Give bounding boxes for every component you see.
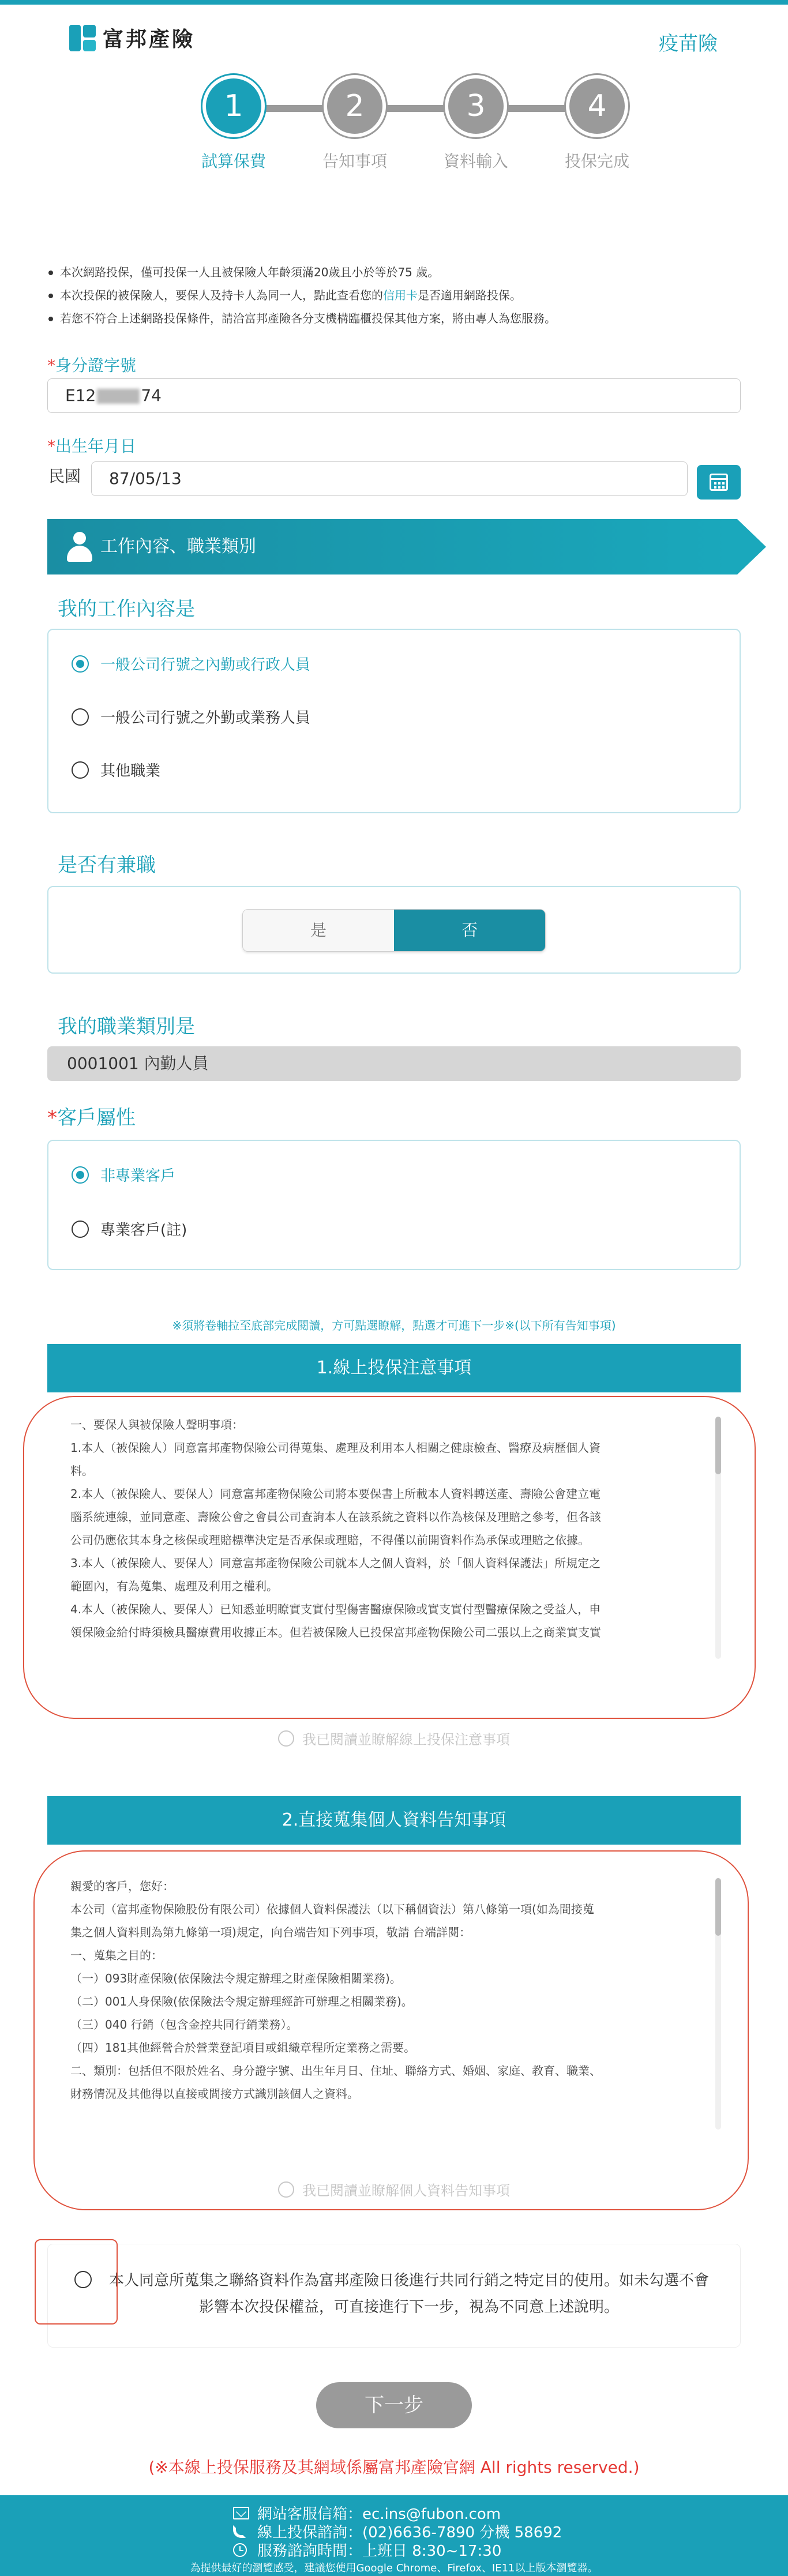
birth-date-label: *出生年月日 [47, 437, 137, 456]
customer-option-nonprofessional[interactable]: 非專業客戶 [72, 1164, 175, 1185]
masked-value [97, 389, 140, 404]
progress-steps [173, 75, 635, 173]
customer-type-label: *客戶屬性 [47, 1106, 136, 1129]
radio-selected-icon [72, 655, 89, 673]
doc1-scroll-thumb[interactable] [715, 1417, 721, 1474]
job-option-other[interactable]: 其他職業 [72, 759, 160, 780]
doc2-scroll-area[interactable] [47, 1857, 741, 2143]
doc-line: 料。 [70, 1464, 93, 1478]
doc2-scrollbar[interactable] [715, 1878, 721, 2130]
product-name-link[interactable]: 疫苗險 [659, 32, 718, 55]
job-content-question: 我的工作內容是 [58, 598, 195, 621]
step-1 [173, 75, 294, 172]
doc-line: 本公司（富邦產物保險股份有限公司）依據個人資料保護法（以下稱個資法）第八條第一項(如為間接蒐 [70, 1902, 594, 1916]
parttime-question: 是否有兼職 [58, 854, 156, 877]
doc-line: 領保險金給付時須檢具醫療費用收據正本。但若被保險人已投保富邦產物保險公司二張以上之商業實支實 [70, 1625, 601, 1639]
doc-line: 集之個人資料則為第九條第一項)規定，向台端告知下列事項，敬請 台端詳閱： [70, 1925, 471, 1939]
step-1-number: 1 [202, 75, 265, 137]
rights-notice: (※本線上投保服務及其網域係屬富邦產險官網 All rights reserved.) [148, 2458, 640, 2477]
consent-radio[interactable] [74, 2271, 92, 2288]
doc2-confirm[interactable]: 我已閱讀並瞭解個人資料告知事項 [0, 2179, 788, 2199]
radio-selected-icon [72, 1166, 89, 1184]
doc2-scroll-thumb[interactable] [715, 1878, 721, 1936]
radio-icon [278, 2181, 294, 2198]
radio-icon [278, 1730, 294, 1747]
step-3 [415, 75, 536, 172]
id-number-input[interactable]: E12 74 [47, 378, 741, 413]
next-step-button[interactable]: 下一步 [316, 2382, 472, 2428]
doc-line: 親愛的客戶，您好： [70, 1879, 174, 1893]
doc-line: 2.本人（被保險人、要保人）同意富邦產物保險公司將本要保書上所載本人資料轉送產、壽險公會建立電 [70, 1487, 601, 1501]
credit-card-link[interactable]: 信用卡 [383, 288, 418, 302]
job-option-indoor[interactable]: 一般公司行號之內勤或行政人員 [72, 653, 310, 674]
notice-list [46, 261, 750, 330]
step-2-number: 2 [324, 75, 386, 137]
doc1-header: 1.線上投保注意事項 [47, 1344, 741, 1392]
parttime-yes-button[interactable]: 是 [243, 910, 394, 951]
doc-line: 財務情況及其他得以直接或間接方式識別該個人之資料。 [70, 2087, 359, 2101]
doc-line: 3.本人（被保險人、要保人）同意富邦產物保險公司就本人之個人資料，於「個人資料保護法」所規定之 [70, 1556, 601, 1570]
job-section-banner [47, 519, 766, 574]
doc2-header: 2.直接蒐集個人資料告知事項 [47, 1796, 741, 1845]
notice-item: 本次投保的被保險人，要保人及持卡人為同一人，點此查看您的信用卡是否適用網路投保。 [46, 284, 750, 307]
doc-line: （一）093財產保險(依保險法令規定辦理之財產保險相關業務)。 [70, 1972, 401, 1985]
doc1-content [70, 1413, 699, 1644]
doc-line: 二、類別：包括但不限於姓名、身分證字號、出生年月日、住址、聯絡方式、婚姻、家庭、教育、職業、 [70, 2064, 601, 2078]
footer-phone: 線上投保諮詢：(02)6636-7890 分機 58692 [233, 2521, 562, 2542]
parttime-no-button[interactable]: 否 [394, 910, 545, 951]
person-icon [67, 532, 92, 562]
customer-type-options [47, 1140, 741, 1270]
id-number-label: *身分證字號 [47, 356, 137, 375]
phone-icon [233, 2525, 246, 2538]
step-4-label: 投保完成 [564, 152, 629, 171]
radio-icon [72, 1221, 89, 1238]
doc-line: 公司仍應依其本身之核保或理賠標準決定是否承保或理賠，不得僅以前開資料作為承保或理賠之依據。 [70, 1533, 590, 1547]
era-label: 民國 [48, 467, 81, 486]
doc-line: （二）001人身保險(依保險法令規定辦理經許可辦理之相關業務)。 [70, 1995, 413, 2008]
doc-line: 1.本人（被保險人）同意富邦產物保險公司得蒐集、處理及利用本人相關之健康檢查、醫療及病歷個人資 [70, 1441, 601, 1455]
marketing-consent [47, 2244, 741, 2348]
fubon-logo-icon [69, 25, 96, 51]
step-4-number: 4 [566, 75, 628, 137]
step-1-label: 試算保費 [201, 152, 266, 171]
notice-item: 若您不符合上述網路投保條件，請洽富邦產險各分支機構臨櫃投保其他方案，將由專人為您服務。 [46, 307, 750, 330]
step-4 [536, 75, 658, 172]
customer-option-professional[interactable]: 專業客戶(註) [72, 1218, 187, 1240]
clock-icon [233, 2543, 247, 2557]
footer-hours: 服務諮詢時間：上班日 8:30~17:30 [233, 2539, 501, 2560]
calendar-icon [710, 474, 728, 491]
top-accent-bar [0, 0, 788, 5]
doc1-scroll-area[interactable] [47, 1396, 741, 1678]
birth-date-input[interactable]: 87/05/13 [91, 461, 688, 496]
doc1-confirm[interactable]: 我已閱讀並瞭解線上投保注意事項 [0, 1728, 788, 1748]
footer-email: 網站客服信箱：ec.ins@fubon.com [233, 2502, 501, 2524]
step-3-label: 資料輸入 [443, 152, 508, 171]
doc-line: 一、蒐集之目的： [70, 1948, 163, 1962]
browser-note: 為提供最好的瀏覽感受，建議您使用Google Chrome、Firefox、IE11以上版本瀏覽器。 [190, 2562, 598, 2574]
consent-text: 本人同意所蒐集之聯絡資料作為富邦產險日後進行共同行銷之特定目的使用。如未勾選不會影響本次投保權益，可直接進行下一步，視為不同意上述說明。 [108, 2272, 709, 2316]
notice-item: 本次網路投保，僅可投保一人且被保險人年齡須滿20歲且小於等於75 歲。 [46, 261, 750, 284]
job-option-outdoor[interactable]: 一般公司行號之外勤或業務人員 [72, 706, 310, 727]
doc-line: 範圍內，有為蒐集、處理及利用之權利。 [70, 1579, 278, 1593]
doc-line: 腦系統連線，並同意產、壽險公會之會員公司查詢本人在該系統之資料以作為核保及理賠之參考，但各該 [70, 1510, 601, 1524]
doc1-scrollbar[interactable] [715, 1417, 721, 1659]
radio-icon [72, 761, 89, 779]
footer [0, 2495, 788, 2576]
doc-line: 4.本人（被保險人、要保人）已知悉並明瞭實支實付型傷害醫療保險或實支實付型醫療保險之受益人，申 [70, 1602, 601, 1616]
doc-line: （四）181其他經營合於營業登記項目或組織章程所定業務之需要。 [70, 2041, 416, 2055]
doc-line: 一、要保人與被保險人聲明事項： [70, 1418, 243, 1432]
job-section-title: 工作內容、職業類別 [100, 536, 256, 557]
logo-text: 富邦產險 [103, 28, 196, 51]
radio-icon [72, 708, 89, 726]
scroll-hint: ※須將卷軸拉至底部完成閱讀，方可點選瞭解，點選才可進下一步※(以下所有告知事項) [172, 1319, 616, 1332]
brand-logo[interactable] [69, 23, 195, 52]
occupation-question: 我的職業類別是 [58, 1015, 195, 1038]
step-2 [294, 75, 415, 172]
occupation-value: 0001001 內勤人員 [47, 1046, 741, 1081]
job-content-options [47, 629, 741, 813]
calendar-button[interactable] [697, 465, 741, 500]
doc2-content [70, 1875, 699, 2105]
step-3-number: 3 [445, 75, 507, 137]
parttime-toggle [242, 909, 546, 952]
step-2-label: 告知事項 [322, 152, 387, 171]
mail-icon [233, 2507, 249, 2519]
doc-line: （三）040 行銷（包含金控共同行銷業務）。 [70, 2018, 298, 2031]
